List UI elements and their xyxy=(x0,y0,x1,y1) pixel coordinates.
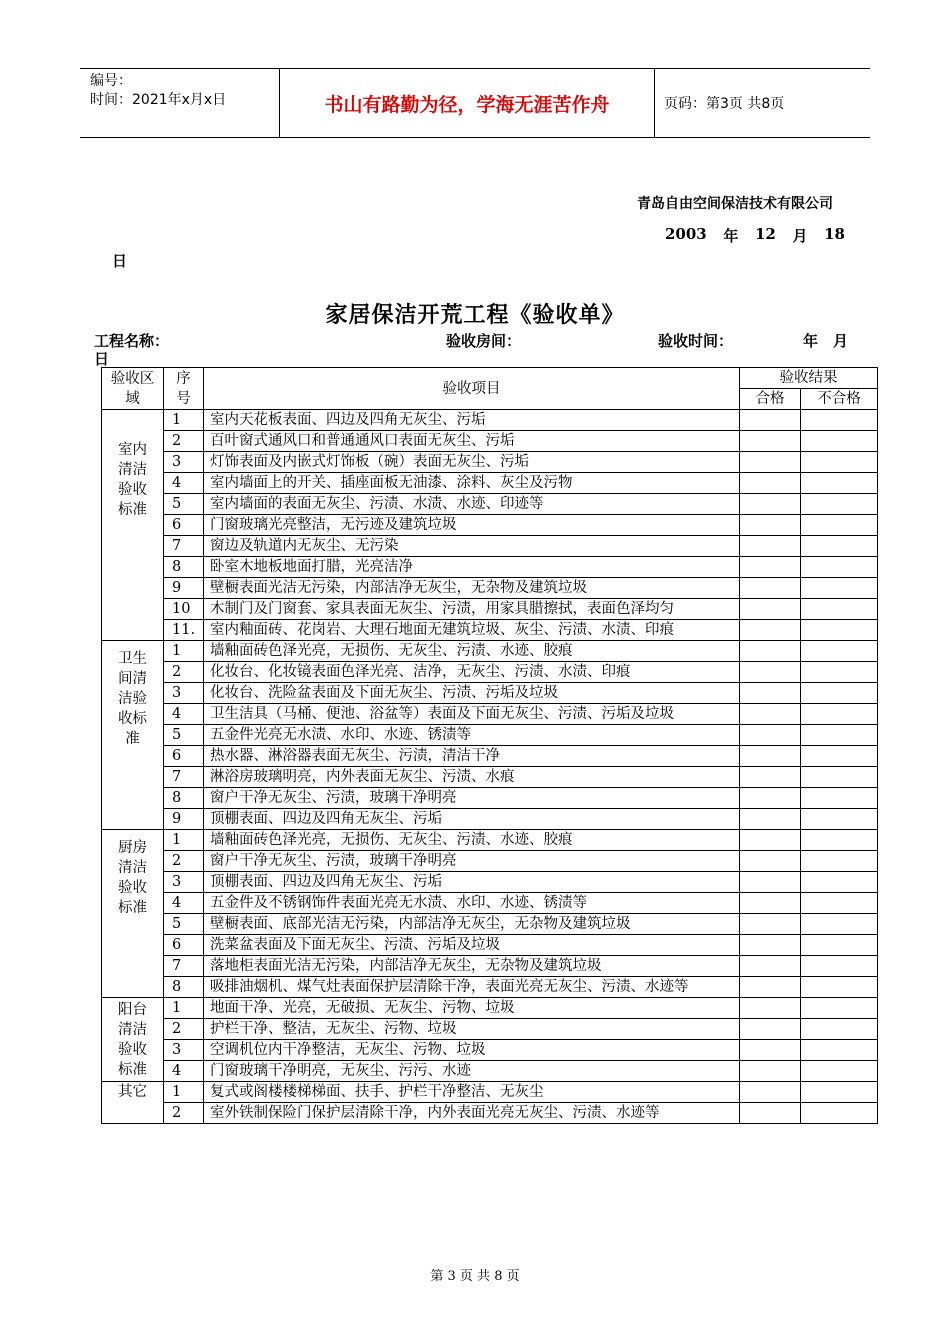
table-row xyxy=(102,788,878,809)
pass-cell[interactable] xyxy=(740,914,801,935)
fail-cell[interactable] xyxy=(801,473,878,494)
row-item: 洗菜盆表面及下面无灰尘、污渍、污垢及垃圾 xyxy=(204,935,740,956)
inspection-table xyxy=(101,367,878,1124)
row-number: 9 xyxy=(164,578,204,599)
row-number: 6 xyxy=(164,515,204,536)
row-number: 3 xyxy=(164,683,204,704)
row-item: 化妆台、化妆镜表面色泽光亮、洁净，无灰尘、污渍、水渍、印痕 xyxy=(204,662,740,683)
row-item: 地面干净、光亮，无破损、无灰尘、污物、垃圾 xyxy=(204,998,740,1019)
table-row xyxy=(102,620,878,641)
pass-cell[interactable] xyxy=(740,746,801,767)
table-row xyxy=(102,914,878,935)
table-row xyxy=(102,557,878,578)
row-number: 5 xyxy=(164,494,204,515)
header-area: 验收区域 xyxy=(102,368,164,410)
pass-cell[interactable] xyxy=(740,788,801,809)
fail-cell[interactable] xyxy=(801,662,878,683)
fail-cell[interactable] xyxy=(801,1019,878,1040)
table-row xyxy=(102,473,878,494)
table-row xyxy=(102,1082,878,1103)
company-name: 青岛自由空间保洁技术有限公司 xyxy=(637,196,833,212)
row-number: 11. xyxy=(164,620,204,641)
fail-cell[interactable] xyxy=(801,452,878,473)
pass-cell[interactable] xyxy=(740,1103,801,1124)
table-row xyxy=(102,536,878,557)
table-row xyxy=(102,893,878,914)
header-left-cell xyxy=(80,69,280,137)
area-bathroom: 卫生间清洁验收标准 xyxy=(102,641,164,830)
date-month: 12 xyxy=(754,225,776,243)
row-item: 卧室木地板地面打腊，光亮洁净 xyxy=(204,557,740,578)
table-body xyxy=(102,410,878,1124)
code-label: 编号： xyxy=(90,73,132,89)
table-row xyxy=(102,410,878,431)
fail-cell[interactable] xyxy=(801,683,878,704)
pass-cell[interactable] xyxy=(740,536,801,557)
table-row xyxy=(102,1061,878,1082)
row-item: 木制门及门窗套、家具表面无灰尘、污渍，用家具腊擦拭，表面色泽均匀 xyxy=(204,599,740,620)
pass-cell[interactable] xyxy=(740,683,801,704)
fail-cell[interactable] xyxy=(801,410,878,431)
header-item: 验收项目 xyxy=(204,368,740,410)
pass-cell[interactable] xyxy=(740,872,801,893)
header-fail: 不合格 xyxy=(801,389,878,410)
row-item: 顶棚表面、四边及四角无灰尘、污垢 xyxy=(204,872,740,893)
row-number: 2 xyxy=(164,662,204,683)
row-number: 4 xyxy=(164,473,204,494)
row-number: 1 xyxy=(164,830,204,851)
fail-cell[interactable] xyxy=(801,641,878,662)
pass-cell[interactable] xyxy=(740,1082,801,1103)
fail-cell[interactable] xyxy=(801,809,878,830)
pass-cell[interactable] xyxy=(740,830,801,851)
row-number: 6 xyxy=(164,746,204,767)
table-row xyxy=(102,725,878,746)
row-number: 4 xyxy=(164,704,204,725)
pass-cell[interactable] xyxy=(740,809,801,830)
pass-cell[interactable] xyxy=(740,998,801,1019)
row-number: 7 xyxy=(164,956,204,977)
row-number: 4 xyxy=(164,1061,204,1082)
row-item: 落地柜表面光洁无污染，内部洁净无灰尘，无杂物及建筑垃圾 xyxy=(204,956,740,977)
row-number: 3 xyxy=(164,872,204,893)
pass-cell[interactable] xyxy=(740,620,801,641)
row-number: 1 xyxy=(164,998,204,1019)
table-row xyxy=(102,452,878,473)
fail-cell[interactable] xyxy=(801,788,878,809)
row-item: 室内釉面砖、花岗岩、大理石地面无建筑垃圾、灰尘、污渍、水渍、印痕 xyxy=(204,620,740,641)
date-year: 2003 xyxy=(665,225,707,243)
table-row xyxy=(102,977,878,998)
page-footer: 第 3 页 共 8 页 xyxy=(430,1269,520,1284)
area-balcony: 阳台清洁验收标准 xyxy=(102,998,164,1082)
fail-cell[interactable] xyxy=(801,557,878,578)
pass-cell[interactable] xyxy=(740,662,801,683)
row-number: 2 xyxy=(164,1019,204,1040)
row-item: 卫生洁具（马桶、便池、浴盆等）表面及下面无灰尘、污渍、污垢及垃圾 xyxy=(204,704,740,725)
table-row xyxy=(102,998,878,1019)
row-number: 1 xyxy=(164,410,204,431)
pass-cell[interactable] xyxy=(740,494,801,515)
row-item: 墙釉面砖色泽光亮，无损伤、无灰尘、污渍、水迹、胶痕 xyxy=(204,830,740,851)
row-item: 百叶窗式通风口和普通通风口表面无灰尘、污垢 xyxy=(204,431,740,452)
table-row xyxy=(102,1019,878,1040)
table-row xyxy=(102,578,878,599)
row-number: 8 xyxy=(164,557,204,578)
fail-cell[interactable] xyxy=(801,515,878,536)
row-item: 门窗玻璃光亮整洁，无污迹及建筑垃圾 xyxy=(204,515,740,536)
document-date xyxy=(665,225,845,246)
pass-cell[interactable] xyxy=(740,473,801,494)
table-row xyxy=(102,830,878,851)
row-number: 5 xyxy=(164,725,204,746)
row-item: 室内墙面的表面无灰尘、污渍、水渍、水迹、印迹等 xyxy=(204,494,740,515)
row-item: 化妆台、洗险盆表面及下面无灰尘、污渍、污垢及垃圾 xyxy=(204,683,740,704)
row-item: 淋浴房玻璃明亮，内外表面无灰尘、污渍、水痕 xyxy=(204,767,740,788)
row-number: 7 xyxy=(164,767,204,788)
fail-cell[interactable] xyxy=(801,725,878,746)
table-row xyxy=(102,956,878,977)
row-number: 1 xyxy=(164,641,204,662)
row-item: 窗户干净无灰尘、污渍，玻璃干净明亮 xyxy=(204,788,740,809)
page-title: 家居保洁开荒工程《验收单》 xyxy=(325,302,625,328)
pass-cell[interactable] xyxy=(740,977,801,998)
row-item: 门窗玻璃干净明亮，无灰尘、污污、水迹 xyxy=(204,1061,740,1082)
pass-cell[interactable] xyxy=(740,557,801,578)
pass-cell[interactable] xyxy=(740,578,801,599)
fail-cell[interactable] xyxy=(801,851,878,872)
pass-cell[interactable] xyxy=(740,725,801,746)
meta-day-unit: 日 xyxy=(94,350,110,368)
inspection-time-label: 验收时间： xyxy=(658,332,734,350)
fail-cell[interactable] xyxy=(801,704,878,725)
row-item: 窗边及轨道内无灰尘、无污染 xyxy=(204,536,740,557)
pass-cell[interactable] xyxy=(740,704,801,725)
fail-cell[interactable] xyxy=(801,1061,878,1082)
row-number: 4 xyxy=(164,893,204,914)
date-day-unit: 日 xyxy=(112,252,128,270)
pass-cell[interactable] xyxy=(740,599,801,620)
row-item: 顶棚表面、四边及四角无灰尘、污垢 xyxy=(204,809,740,830)
area-kitchen: 厨房清洁验收标准 xyxy=(102,830,164,998)
row-item: 吸排油烟机、煤气灶表面保护层清除干净，表面光亮无灰尘、污渍、水迹等 xyxy=(204,977,740,998)
pass-cell[interactable] xyxy=(740,431,801,452)
table-row xyxy=(102,683,878,704)
table-row xyxy=(102,641,878,662)
pass-cell[interactable] xyxy=(740,1040,801,1061)
pass-cell[interactable] xyxy=(740,767,801,788)
pass-cell[interactable] xyxy=(740,956,801,977)
pass-cell[interactable] xyxy=(740,851,801,872)
row-number: 3 xyxy=(164,452,204,473)
row-number: 2 xyxy=(164,431,204,452)
table-row xyxy=(102,599,878,620)
row-item: 护栏干净、整洁，无灰尘、污物、垃圾 xyxy=(204,1019,740,1040)
fail-cell[interactable] xyxy=(801,494,878,515)
table-row xyxy=(102,935,878,956)
row-item: 复式或阁楼楼梯梯面、扶手、护栏干净整洁、无灰尘 xyxy=(204,1082,740,1103)
row-item: 热水器、淋浴器表面无灰尘、污渍，清洁干净 xyxy=(204,746,740,767)
row-number: 2 xyxy=(164,1103,204,1124)
fail-cell[interactable] xyxy=(801,935,878,956)
row-number: 10 xyxy=(164,599,204,620)
row-item: 室内天花板表面、四边及四角无灰尘、污垢 xyxy=(204,410,740,431)
room-label: 验收房间： xyxy=(446,332,522,350)
fail-cell[interactable] xyxy=(801,956,878,977)
header-pass: 合格 xyxy=(740,389,801,410)
pass-cell[interactable] xyxy=(740,410,801,431)
table-row xyxy=(102,704,878,725)
pass-cell[interactable] xyxy=(740,935,801,956)
row-item: 窗户干净无灰尘、污渍，玻璃干净明亮 xyxy=(204,851,740,872)
row-item: 灯饰表面及内嵌式灯饰板（碗）表面无灰尘、污垢 xyxy=(204,452,740,473)
row-item: 墙釉面砖色泽光亮，无损伤、无灰尘、污渍、水迹、胶痕 xyxy=(204,641,740,662)
meta-year-unit: 年 xyxy=(803,332,819,350)
fail-cell[interactable] xyxy=(801,431,878,452)
fail-cell[interactable] xyxy=(801,998,878,1019)
row-item: 壁橱表面、底部光洁无污染，内部洁净无灰尘，无杂物及建筑垃圾 xyxy=(204,914,740,935)
fail-cell[interactable] xyxy=(801,914,878,935)
row-number: 7 xyxy=(164,536,204,557)
table-row xyxy=(102,1103,878,1124)
fail-cell[interactable] xyxy=(801,1103,878,1124)
table-row xyxy=(102,746,878,767)
area-indoor: 室内清洁验收标准 xyxy=(102,410,164,641)
meta-month-unit: 月 xyxy=(833,332,849,350)
row-number: 3 xyxy=(164,1040,204,1061)
pass-cell[interactable] xyxy=(740,641,801,662)
fail-cell[interactable] xyxy=(801,872,878,893)
row-number: 5 xyxy=(164,914,204,935)
table-row xyxy=(102,662,878,683)
row-number: 9 xyxy=(164,809,204,830)
pass-cell[interactable] xyxy=(740,893,801,914)
date-day: 18 xyxy=(824,225,845,243)
row-number: 8 xyxy=(164,788,204,809)
pass-cell[interactable] xyxy=(740,515,801,536)
row-item: 室外铁制保险门保护层清除干净，内外表面光亮无灰尘、污渍、水迹等 xyxy=(204,1103,740,1124)
page-header xyxy=(80,68,870,138)
row-number: 1 xyxy=(164,1082,204,1103)
table-row xyxy=(102,851,878,872)
pass-cell[interactable] xyxy=(740,452,801,473)
area-other: 其它 xyxy=(102,1082,164,1124)
table-row xyxy=(102,431,878,452)
row-item: 空调机位内干净整洁，无灰尘、污物、垃圾 xyxy=(204,1040,740,1061)
table-row xyxy=(102,872,878,893)
row-item: 五金件光亮无水渍、水印、水迹、锈渍等 xyxy=(204,725,740,746)
pass-cell[interactable] xyxy=(740,1019,801,1040)
table-row xyxy=(102,494,878,515)
date-month-unit: 月 xyxy=(792,227,808,245)
row-number: 2 xyxy=(164,851,204,872)
fail-cell[interactable] xyxy=(801,536,878,557)
motto: 书山有路勤为径，学海无涯苦作舟 xyxy=(280,69,655,137)
fail-cell[interactable] xyxy=(801,578,878,599)
row-item: 五金件及不锈钢饰件表面光亮无水渍、水印、水迹、锈渍等 xyxy=(204,893,740,914)
row-item: 壁橱表面光洁无污染，内部洁净无灰尘，无杂物及建筑垃圾 xyxy=(204,578,740,599)
row-number: 6 xyxy=(164,935,204,956)
fail-cell[interactable] xyxy=(801,977,878,998)
row-number: 8 xyxy=(164,977,204,998)
pass-cell[interactable] xyxy=(740,1061,801,1082)
fail-cell[interactable] xyxy=(801,830,878,851)
page-number-label: 页码：第3页 共8页 xyxy=(664,96,785,112)
fail-cell[interactable] xyxy=(801,767,878,788)
table-row xyxy=(102,809,878,830)
project-name-label: 工程名称： xyxy=(94,332,170,350)
fail-cell[interactable] xyxy=(801,746,878,767)
header-no: 序号 xyxy=(164,368,204,410)
fail-cell[interactable] xyxy=(801,620,878,641)
date-year-unit: 年 xyxy=(723,227,739,245)
table-row xyxy=(102,767,878,788)
time-label: 时间：2021年x月x日 xyxy=(90,92,227,108)
fail-cell[interactable] xyxy=(801,1040,878,1061)
fail-cell[interactable] xyxy=(801,893,878,914)
row-item: 室内墙面上的开关、插座面板无油漆、涂料、灰尘及污物 xyxy=(204,473,740,494)
table-row xyxy=(102,515,878,536)
fail-cell[interactable] xyxy=(801,599,878,620)
table-row xyxy=(102,1040,878,1061)
fail-cell[interactable] xyxy=(801,1082,878,1103)
header-result: 验收结果 xyxy=(740,368,878,389)
